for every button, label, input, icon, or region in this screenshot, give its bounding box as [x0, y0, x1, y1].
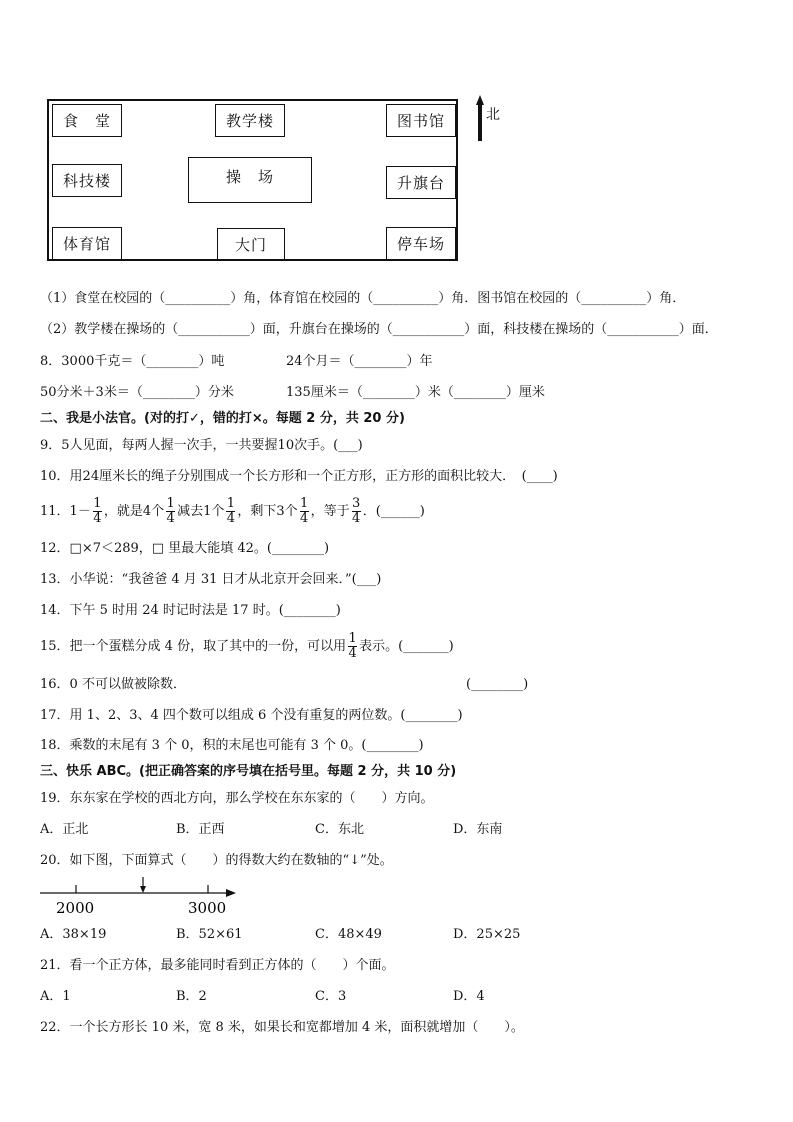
fraction: $\frac{1}{4}$	[226, 496, 236, 526]
q19-option-d: D．东南	[453, 822, 503, 837]
q21-option-c: C．3	[315, 989, 347, 1004]
q20-option-a: A．38×19	[40, 927, 107, 942]
question-16: 16．0 不可以做被除数．	[40, 677, 186, 692]
question-12: 12．□×7＜289，□ 里最大能填 42。(________)	[40, 541, 330, 556]
fraction: $\frac{1}{4}$	[166, 496, 175, 526]
fraction: $\frac{1}{4}$	[93, 496, 102, 526]
section-2-heading: 二、我是小法官。(对的打✓，错的打×。每题 2 分，共 20 分)	[40, 411, 405, 426]
question-22: 22．一个长方形长 10 米，宽 8 米，如果长和宽都增加 4 米，面积就增加（ ）。	[40, 1020, 524, 1035]
q11-text-end: ．(______)	[362, 504, 425, 519]
numberline-label-3000: 3000	[188, 899, 227, 917]
map-parking: 停车场	[386, 227, 456, 260]
q19-option-a: A．正北	[40, 822, 89, 837]
fraction: $\frac{1}{4}$	[300, 496, 309, 526]
question-8-a: 8．3000千克＝（________）吨	[40, 354, 225, 369]
map-tech-building: 科技楼	[52, 164, 122, 197]
question-8-c: 50分米＋3米＝（________）分米	[40, 385, 234, 400]
q21-option-d: D．4	[453, 989, 485, 1004]
map-playground: 操 场	[188, 157, 312, 203]
question-9: 9．5人见面，每两人握一次手，一共要握10次手。(___)	[40, 438, 363, 453]
question-7-part-2: （2）教学楼在操场的（___________）面，升旗台在操场的（___________）面，科技楼在操场的（___________）面．	[40, 322, 718, 337]
question-7-part-1: （1）食堂在校园的（__________）角，体育馆在校园的（__________）角．图书馆在校园的（__________）角．	[40, 291, 686, 306]
q11-text-1: ，就是4个	[103, 504, 165, 519]
question-17: 17．用 1、2、3、4 四个数可以组成 6 个没有重复的两位数。(________)	[40, 708, 463, 723]
q15-text-pre: 15．把一个蛋糕分成 4 份，取了其中的一份，可以用	[40, 639, 347, 654]
fraction: $\frac{1}{4}$	[348, 631, 357, 661]
map-canteen: 食 堂	[52, 104, 122, 137]
map-flag-platform: 升旗台	[386, 166, 456, 199]
q15-text-end: 表示。(_______)	[359, 639, 454, 654]
section-3-heading: 三、快乐 ABC。(把正确答案的序号填在括号里。每题 2 分，共 10 分)	[40, 764, 457, 779]
question-8-d: 135厘米＝（________）米（________）厘米	[286, 385, 545, 400]
question-21: 21．看一个正方体，最多能同时看到正方体的（ ）个面。	[40, 958, 395, 973]
q20-option-d: D．25×25	[453, 927, 521, 942]
numberline-label-2000: 2000	[56, 899, 95, 917]
q11-text-4: ，等于	[310, 504, 350, 519]
map-library: 图书馆	[386, 104, 456, 137]
north-label: 北	[486, 107, 500, 123]
question-20: 20．如下图，下面算式（ ）的得数大约在数轴的“↓”处。	[40, 853, 393, 868]
question-8-b: 24个月＝（________）年	[286, 354, 433, 369]
north-arrow-icon	[477, 95, 483, 141]
map-teaching-building: 教学楼	[215, 104, 285, 137]
q19-option-c: C．东北	[315, 822, 364, 837]
q11-text-pre: 11．1－	[40, 504, 91, 519]
question-13: 13．小华说：“我爸爸 4 月 31 日才从北京开会回来．”(___)	[40, 572, 382, 587]
q19-option-b: B．正西	[176, 822, 225, 837]
question-19: 19．东东家在学校的西北方向，那么学校在东东家的（ ）方向。	[40, 791, 434, 806]
q11-text-2: 减去1个	[177, 504, 225, 519]
q20-option-b: B．52×61	[176, 927, 243, 942]
question-15	[40, 630, 454, 664]
question-14: 14．下午 5 时用 24 时记时法是 17 时。(________)	[40, 603, 341, 618]
q21-option-b: B．2	[176, 989, 207, 1004]
question-18: 18．乘数的末尾有 3 个 0，积的末尾也可能有 3 个 0。(________)	[40, 738, 424, 753]
map-gate: 大门	[217, 228, 285, 260]
question-11	[40, 495, 425, 529]
question-10: 10．用24厘米长的绳子分别围成一个长方形和一个正方形，正方形的面积比较大． (____)	[40, 469, 558, 484]
number-line-diagram	[38, 875, 238, 917]
q11-text-3: ，剩下3个	[237, 504, 298, 519]
question-16-blank: (________)	[466, 677, 529, 692]
fraction: $\frac{3}{4}$	[352, 496, 361, 526]
q20-option-c: C．48×49	[315, 927, 382, 942]
map-gym: 体育馆	[52, 227, 122, 260]
q21-option-a: A．1	[40, 989, 71, 1004]
